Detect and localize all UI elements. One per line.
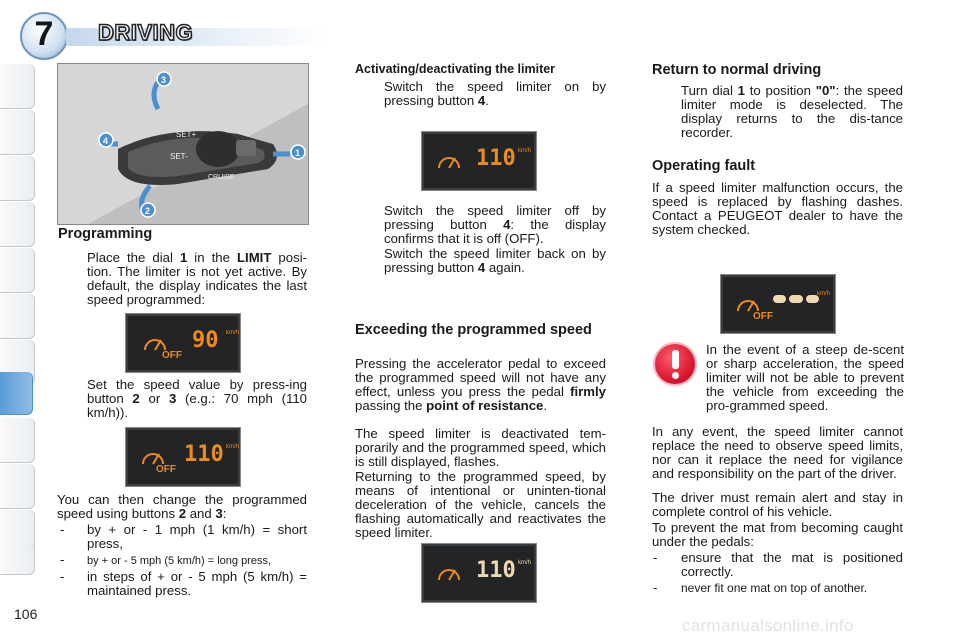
tab-8[interactable]	[0, 418, 35, 463]
return-heading: Return to normal driving	[652, 62, 822, 78]
speedometer-icon	[140, 444, 166, 470]
display-unit: km/h	[518, 148, 532, 154]
label-3: 3	[161, 75, 167, 85]
label-4: 4	[103, 136, 109, 146]
return-bullet-1: Turn dial 1 to position "0": the speed limiter mode is deselected. The display returns to the dis-tance recorder.	[681, 83, 903, 140]
stalk-drawing	[58, 64, 308, 224]
programming-dash-1: by + or - 1 mph (1 km/h) = short press,	[87, 522, 307, 551]
tab-9[interactable]	[0, 464, 35, 509]
warning-paragraph-2: In any event, the speed limiter cannot replace the need to observe speed limits, nor can it replace the need for vigilance and responsibility on the part of the driver.	[652, 424, 903, 481]
exceeding-paragraph-1: Pressing the accelerator pedal to exceed the programmed speed will not have any effect, unless you press the pedal firmly passing the point of resistance.	[355, 356, 606, 413]
fault-heading: Operating fault	[652, 158, 756, 174]
warning-paragraph-4: To prevent the mat from becoming caught under the pedals:	[652, 520, 903, 549]
exceeding-heading: Exceeding the programmed speed	[355, 322, 592, 338]
display-off-label: OFF	[162, 350, 182, 361]
dash-marker: -	[60, 569, 65, 584]
display-110-off	[125, 427, 241, 487]
exclamation-icon	[655, 344, 695, 384]
programming-dash-2: by + or - 5 mph (5 km/h) = long press,	[87, 555, 272, 567]
tab-6[interactable]	[0, 294, 35, 339]
tab-5[interactable]	[0, 248, 35, 293]
programming-dash-3: in steps of + or - 5 mph (5 km/h) = maintained press.	[87, 569, 307, 598]
tab-active-driving[interactable]	[0, 372, 33, 415]
display-unit: km/h	[226, 330, 240, 336]
label-2: 2	[145, 206, 151, 216]
activating-heading: Activating/deactivating the limiter	[355, 62, 556, 76]
warning-dash-1: ensure that the mat is positioned correctly.	[681, 550, 903, 579]
activating-bullet-2: Switch the speed limiter off by pressing button 4: the display confirms that it is off (OFF).	[384, 203, 606, 246]
dash-marker: -	[653, 580, 658, 595]
display-90-off	[125, 313, 241, 373]
programming-heading: Programming	[58, 226, 153, 242]
dash-marker: -	[60, 552, 65, 567]
display-speed: 90	[192, 328, 219, 353]
tab-11[interactable]	[0, 544, 35, 575]
display-110-on	[421, 131, 537, 191]
display-speed: 110	[476, 146, 516, 171]
set-plus-label: SET+	[176, 130, 197, 139]
dash-marker: -	[60, 522, 65, 537]
tab-2[interactable]	[0, 110, 35, 155]
exceeding-paragraph-2: The speed limiter is deactivated tem-porarily and the programmed speed, which is still displayed, flashes.	[355, 426, 606, 469]
chapter-title: DRIVING	[98, 20, 194, 45]
warning-paragraph-1: In the event of a steep de-scent or sharp acceleration, the speed limiter will not be able to prevent the vehicle from exceeding the pro-grammed speed.	[706, 342, 904, 413]
display-off-label: OFF	[753, 311, 773, 322]
tab-4[interactable]	[0, 202, 35, 247]
set-minus-label: SET-	[170, 152, 188, 161]
exceeding-paragraph-3: Returning to the programmed speed, by means of intentional or uninten-tional deceleration of the vehicle, cancels the flashing automatically and reactivates the speed limiter.	[355, 469, 606, 540]
tab-1[interactable]	[0, 64, 35, 109]
speedometer-icon	[436, 560, 462, 586]
display-dashes	[720, 274, 836, 334]
fault-paragraph: If a speed limiter malfunction occurs, the speed is replaced by flashing dashes. Contact a PEUGEOT dealer to have the system checked.	[652, 180, 903, 237]
speedometer-icon	[142, 330, 168, 356]
display-flashing	[421, 543, 537, 603]
programming-bullet-2: Set the speed value by press-ing button 2 or 3 (e.g.: 70 mph (110 km/h)).	[87, 377, 307, 420]
programming-bullet-1: Place the dial 1 in the LIMIT posi-tion. The limiter is not yet active. By default, the display indicates the last speed programmed:	[87, 250, 308, 307]
tab-3[interactable]	[0, 156, 35, 201]
watermark: carmanualsonline.info	[682, 616, 854, 635]
activating-bullet-3: Switch the speed limiter back on by pressing button 4 again.	[384, 246, 606, 275]
chapter-header	[14, 6, 314, 56]
display-unit: km/h	[817, 291, 831, 297]
page-number: 106	[14, 606, 38, 622]
dash-marker: -	[653, 550, 658, 565]
display-speed: 110	[476, 558, 516, 583]
flashing-dashes	[773, 295, 819, 303]
display-off-label: OFF	[156, 464, 176, 475]
cruise-label: CRUISE	[208, 174, 235, 181]
stalk-illustration	[57, 63, 309, 225]
warning-dash-2: never fit one mat on top of another.	[681, 581, 868, 595]
speedometer-icon	[436, 148, 462, 174]
label-1: 1	[295, 148, 301, 158]
display-unit: km/h	[518, 560, 532, 566]
programming-change-text: You can then change the programmed speed using buttons 2 and 3:	[57, 492, 307, 521]
speedometer-icon	[735, 291, 761, 317]
activating-bullet-1: Switch the speed limiter on by pressing button 4.	[384, 79, 606, 108]
display-speed: 110	[184, 442, 224, 467]
chapter-number: 7	[34, 15, 54, 53]
display-unit: km/h	[226, 444, 240, 450]
warning-paragraph-3: The driver must remain alert and stay in complete control of his vehicle.	[652, 490, 903, 519]
